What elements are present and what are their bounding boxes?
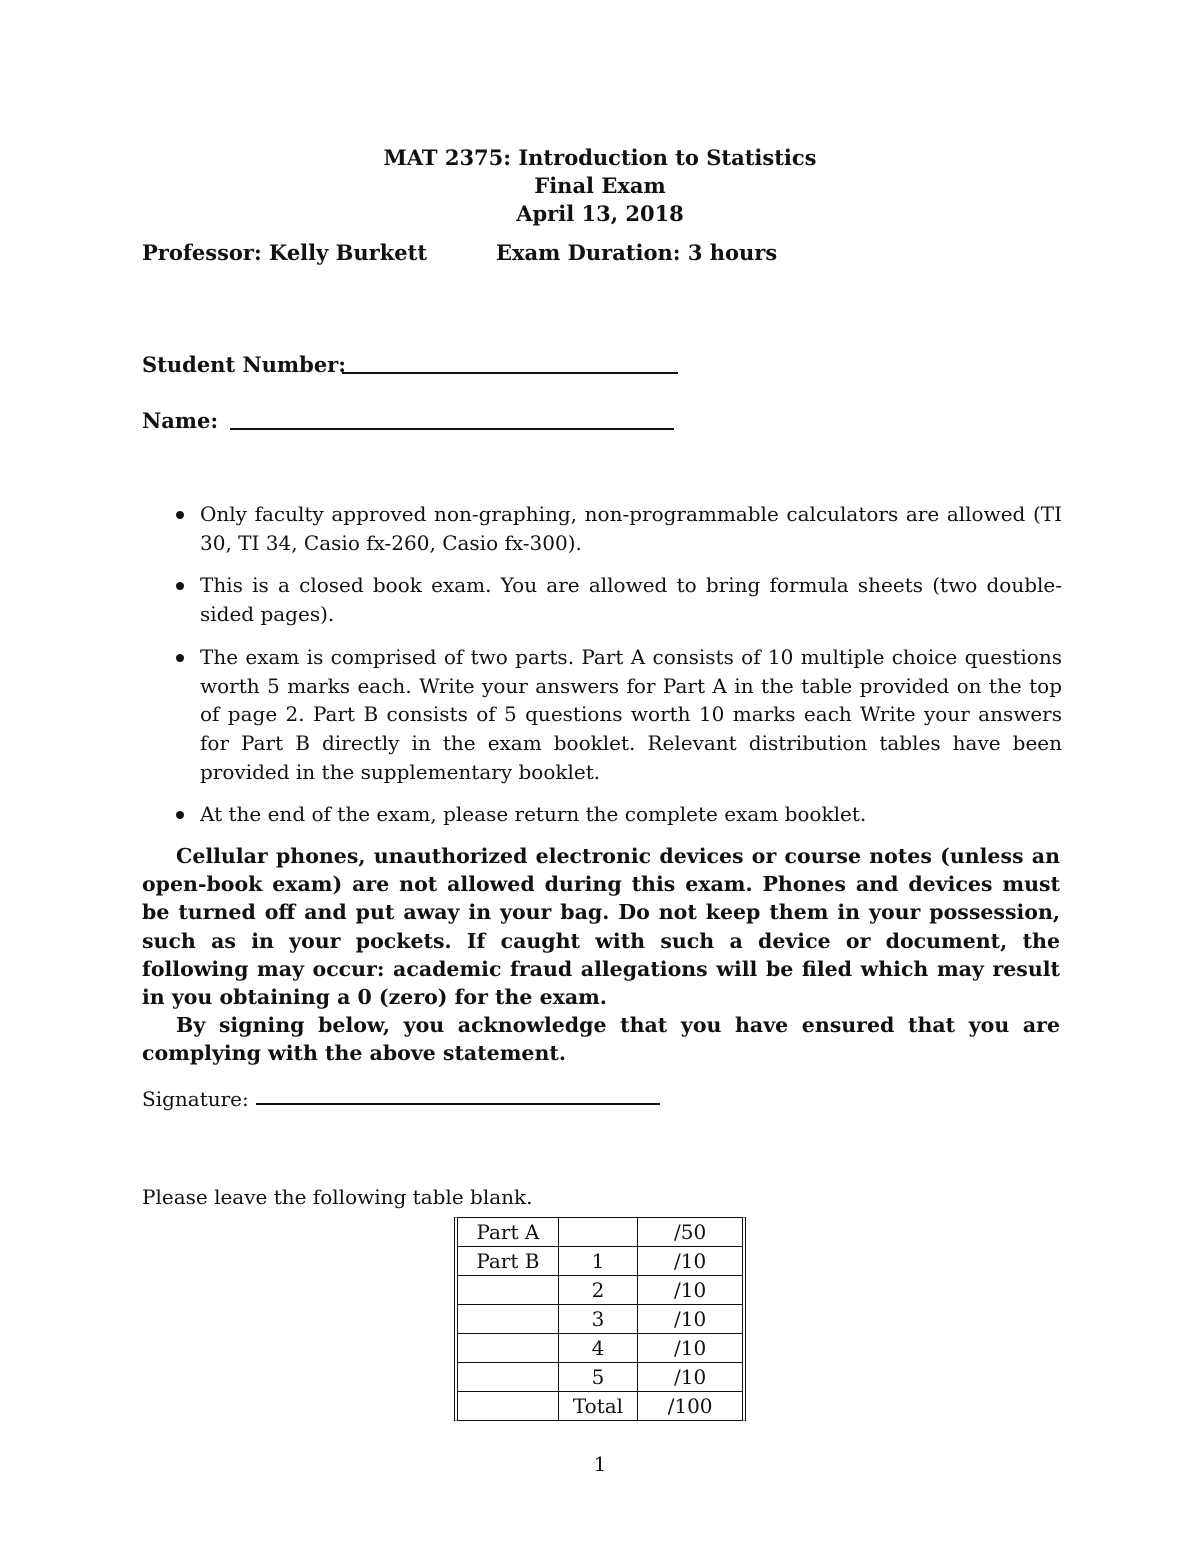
exam-title: Final Exam: [534, 173, 666, 198]
bullet-icon: [176, 654, 184, 662]
course-title: MAT 2375: Introduction to Statistics: [383, 145, 817, 170]
table-row: 5 /10: [458, 1363, 742, 1392]
instruction-item: This is a closed book exam. You are allowed to bring formula sheets (two double-sided pages).: [172, 571, 1062, 628]
instruction-item: At the end of the exam, please return the complete exam booklet.: [172, 800, 1062, 829]
student-number-field[interactable]: [342, 372, 678, 374]
table-row: 2 /10: [458, 1276, 742, 1305]
instructions-list: [172, 500, 1062, 843]
exam-date: April 13, 2018: [516, 201, 684, 226]
name-field[interactable]: [230, 428, 674, 430]
signature-field[interactable]: [256, 1103, 660, 1105]
page-number: 1: [593, 1452, 607, 1476]
bullet-icon: [176, 582, 184, 590]
warning-statement: [142, 842, 1060, 1068]
name-label: Name:: [142, 408, 219, 433]
table-row: 3 /10: [458, 1305, 742, 1334]
table-note: Please leave the following table blank.: [142, 1185, 533, 1209]
table-row: Part A /50: [458, 1218, 742, 1247]
professor-label: Professor: Kelly Burkett: [142, 240, 428, 265]
student-number-label: Student Number:: [142, 352, 347, 377]
instruction-item: The exam is comprised of two parts. Part A consists of 10 multiple choice questions worth 5 marks each. Write your answers for Part A in the table provided on the top of page 2. Part B consists of 5 questions worth 10 marks each Write your answers for Part B directly in the exam booklet. Relevant distribution tables have been provided in the supplementary booklet.: [172, 643, 1062, 787]
signature-label: Signature:: [142, 1087, 249, 1111]
score-table: [454, 1217, 746, 1421]
acknowledgement-paragraph: By signing below, you acknowledge that you have ensured that you are complying with the above statement.: [142, 1013, 1060, 1066]
table-row: 4 /10: [458, 1334, 742, 1363]
table-row: Part B 1 /10: [458, 1247, 742, 1276]
table-row: Total /100: [458, 1392, 742, 1420]
bullet-icon: [176, 811, 184, 819]
bullet-icon: [176, 511, 184, 519]
instruction-item: Only faculty approved non-graphing, non-programmable calculators are allowed (TI 30, TI 34, Casio fx-260, Casio fx-300).: [172, 500, 1062, 557]
warning-paragraph: Cellular phones, unauthorized electronic devices or course notes (unless an open-book exam) are not allowed during this exam. Phones and devices must be turned off and put away in your bag. Do not keep them in your possession, such as in your pockets. If caught with such a device or document, the following may occur: academic fraud allegations will be filed which may result in you obtaining a 0 (zero) for the exam.: [142, 844, 1060, 1010]
duration-label: Exam Duration: 3 hours: [496, 240, 778, 265]
